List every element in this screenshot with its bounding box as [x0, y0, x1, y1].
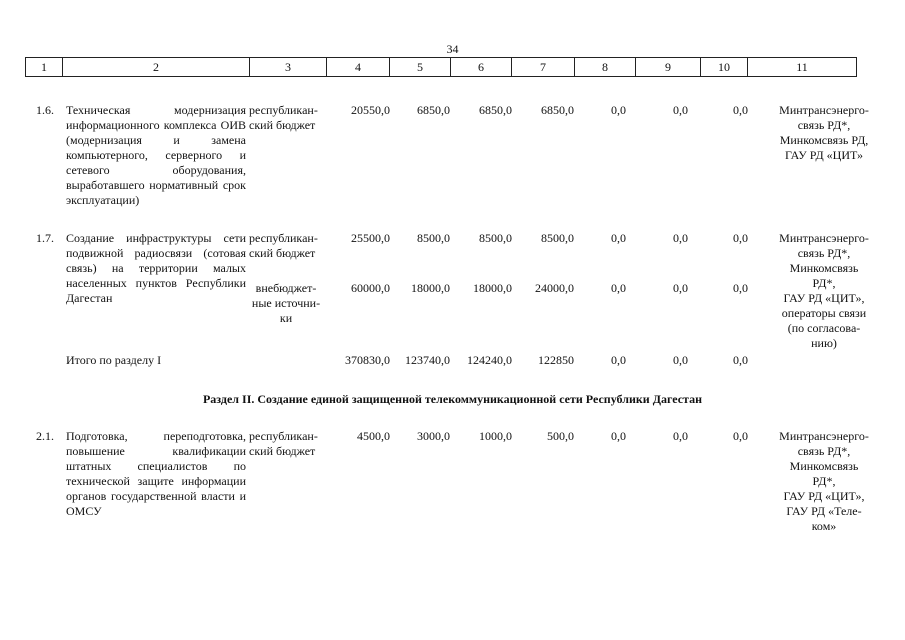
row-number: 2.1.: [36, 429, 54, 443]
page-number: 34: [446, 42, 459, 56]
value-year3: 24000,0: [535, 281, 574, 295]
value-total: 60000,0: [351, 281, 390, 295]
value-year4: 0,0: [611, 281, 626, 295]
row-source: республикан- ский бюджет: [249, 103, 318, 132]
value-year1: 6850,0: [417, 103, 450, 117]
value-year6: 0,0: [733, 231, 748, 245]
value-year6: 0,0: [733, 429, 748, 443]
row-source: республикан- ский бюджет: [249, 429, 318, 458]
total-label: Итого по разделу I: [66, 353, 162, 367]
row-number: 1.6.: [36, 103, 54, 117]
col-header-1: 1: [26, 58, 63, 77]
total-value: 123740,0: [405, 353, 450, 367]
total-value: 122850: [538, 353, 574, 367]
value-year6: 0,0: [733, 103, 748, 117]
col-header-5: 5: [390, 58, 451, 77]
total-value: 0,0: [673, 353, 688, 367]
column-number-header: [25, 57, 857, 77]
value-year2: 8500,0: [479, 231, 512, 245]
col-header-6: 6: [451, 58, 512, 77]
total-value: 370830,0: [345, 353, 390, 367]
value-year6: 0,0: [733, 281, 748, 295]
row-number: 1.7.: [36, 231, 54, 245]
row-name: Создание инфраструктуры сети подвижной радиосвязи (сотовая связь) на территории малых населенных пунктов Республики Дагестан: [66, 231, 246, 305]
value-year2: 1000,0: [479, 429, 512, 443]
col-header-11: 11: [748, 58, 857, 77]
col-header-4: 4: [327, 58, 390, 77]
total-value: 0,0: [611, 353, 626, 367]
total-value: 0,0: [733, 353, 748, 367]
value-year4: 0,0: [611, 429, 626, 443]
value-year2: 6850,0: [479, 103, 512, 117]
value-year5: 0,0: [673, 231, 688, 245]
value-year3: 8500,0: [541, 231, 574, 245]
row-name: Техническая модернизация информационного комплекса ОИВ (модернизация и замена компьютерного, серверного и сетевого оборудования, выработавшего нормативный срок эксплуатации): [66, 103, 246, 207]
col-header-2: 2: [63, 58, 250, 77]
value-year5: 0,0: [673, 281, 688, 295]
row-executor: Минтрансэнерго- связь РД*, Минкомсвязь РД, ГАУ РД «ЦИТ»: [779, 103, 869, 162]
value-total: 20550,0: [351, 103, 390, 117]
col-header-8: 8: [575, 58, 636, 77]
row-executor: Минтрансэнерго- связь РД*, Минкомсвязь РД*, ГАУ РД «ЦИТ», ГАУ РД «Теле- ком»: [779, 429, 869, 533]
section-heading: Раздел II. Создание единой защищенной телекоммуникационной сети Республики Дагестан: [202, 392, 703, 406]
col-header-9: 9: [636, 58, 701, 77]
value-total: 25500,0: [351, 231, 390, 245]
value-year5: 0,0: [673, 103, 688, 117]
value-year1: 18000,0: [411, 281, 450, 295]
value-year1: 8500,0: [417, 231, 450, 245]
row-source: республикан- ский бюджет: [249, 231, 318, 260]
value-year4: 0,0: [611, 103, 626, 117]
value-year1: 3000,0: [417, 429, 450, 443]
col-header-3: 3: [250, 58, 327, 77]
value-year2: 18000,0: [473, 281, 512, 295]
value-year3: 500,0: [547, 429, 574, 443]
row-executor: Минтрансэнерго- связь РД*, Минкомсвязь РД*, ГАУ РД «ЦИТ», операторы связи (по согласова- нию): [779, 231, 869, 350]
value-year3: 6850,0: [541, 103, 574, 117]
value-year4: 0,0: [611, 231, 626, 245]
row-name: Подготовка, переподготовка, повышение квалификации штатных специалистов по технической защите информации органов государственной власти и ОМСУ: [66, 429, 246, 518]
row-source-offbudget: внебюджет- ные источни- ки: [251, 281, 321, 325]
value-total: 4500,0: [357, 429, 390, 443]
col-header-7: 7: [512, 58, 575, 77]
value-year5: 0,0: [673, 429, 688, 443]
col-header-10: 10: [701, 58, 748, 77]
total-value: 124240,0: [467, 353, 512, 367]
